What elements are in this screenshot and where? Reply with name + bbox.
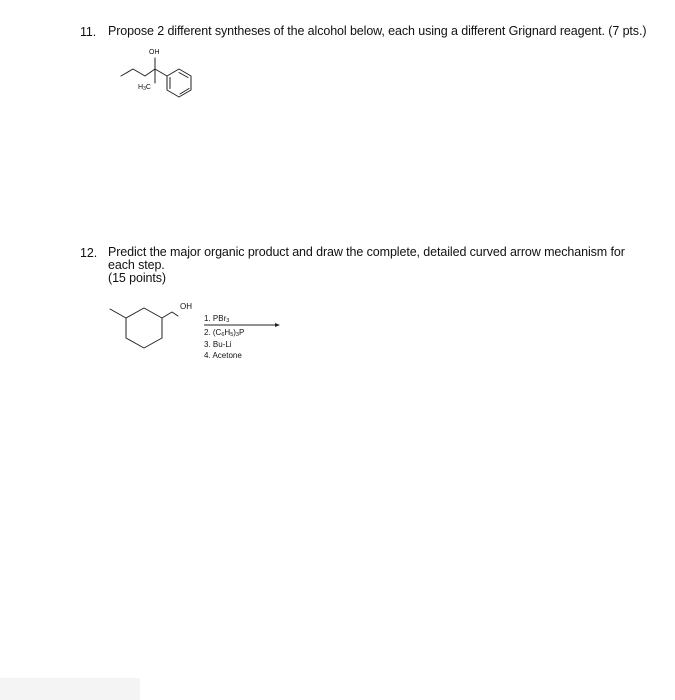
question-12-cyclohexylethanol-structure bbox=[108, 296, 208, 358]
question-12-text-line-2: each step. bbox=[108, 258, 165, 272]
reagent-4: 4. Acetone bbox=[204, 350, 242, 360]
question-12-number: 12. bbox=[80, 246, 98, 260]
alcohol-skeletal-formula bbox=[118, 46, 218, 108]
question-12-points: (15 points) bbox=[108, 271, 166, 285]
reagent-3: 3. Bu-Li bbox=[204, 340, 232, 350]
hydroxyl-label: OH bbox=[180, 302, 192, 311]
cyclohexyl-alcohol-skeletal-formula bbox=[108, 296, 208, 358]
page-corner-shade bbox=[0, 678, 140, 700]
question-11-number: 11. bbox=[80, 25, 97, 39]
question-12-text-line-1: Predict the major organic product and draw the complete, detailed curved arrow mechanism for bbox=[108, 245, 625, 259]
question-11-alcohol-structure bbox=[118, 46, 218, 108]
question-11-text: Propose 2 different syntheses of the alcohol below, each using a different Grignard reagent. (7 pts.) bbox=[108, 24, 647, 38]
hydroxyl-label: OH bbox=[149, 49, 160, 56]
reagent-list bbox=[204, 314, 244, 361]
question-12-text bbox=[108, 246, 628, 285]
methyl-label: $H_3C$ bbox=[138, 84, 151, 92]
reagent-1: 1. PBr$_3$ bbox=[204, 314, 230, 324]
reagent-2: 2. $(C_6H_5)_3P$ bbox=[204, 328, 245, 339]
